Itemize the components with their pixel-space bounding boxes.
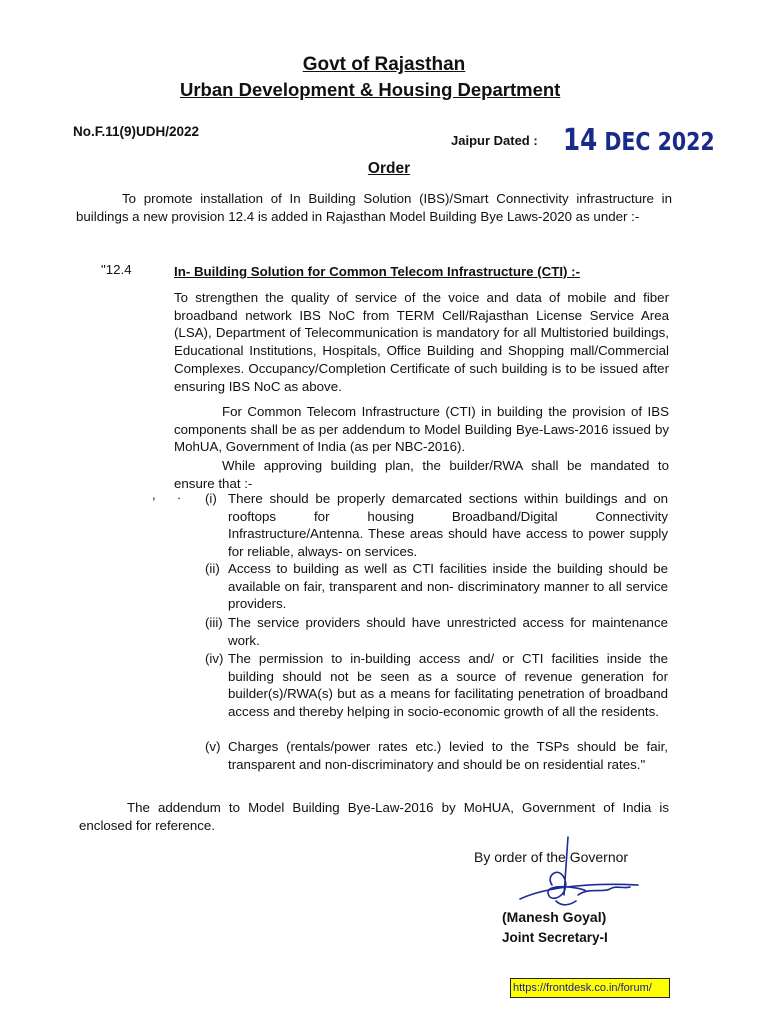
section-paragraph-2: For Common Telecom Infrastructure (CTI) in building the provision of IBS components shall be as per addendum to Model Building Bye-Laws-2016 issued by MohUA, Government of India (as per NBC-2016). xyxy=(174,404,669,455)
dated-label: Jaipur Dated : xyxy=(451,133,538,148)
department-title-line1: Govt of Rajasthan xyxy=(302,54,466,75)
date-stamp xyxy=(563,123,715,158)
list-item-label: (iii) xyxy=(205,615,223,630)
date-stamp-month-year: DEC 2022 xyxy=(604,127,715,156)
reference-number: No.F.11(9)UDH/2022 xyxy=(73,124,200,139)
addendum-text: The addendum to Model Building Bye-Law-2016 by MoHUA, Government of India is enclosed for reference. xyxy=(79,800,669,833)
section-heading-text: In- Building Solution for Common Telecom Infrastructure (CTI) xyxy=(174,264,568,279)
addendum-paragraph xyxy=(79,799,669,834)
date-stamp-day: 14 xyxy=(563,123,598,158)
list-item-text: Access to building as well as CTI facilities inside the building should be available on fair, transparent and non- discriminatory manner to all service providers. xyxy=(228,561,668,612)
list-item xyxy=(205,738,668,773)
list-item-label: (iv) xyxy=(205,651,224,666)
section-paragraph-3: While approving building plan, the builder/RWA shall be mandated to ensure that :- xyxy=(174,458,669,491)
signatory-designation: Joint Secretary-I xyxy=(502,930,608,945)
section-heading-suffix: :- xyxy=(567,264,581,279)
by-order-line: By order of the Governor xyxy=(474,849,629,865)
section-paragraph-1: To strengthen the quality of service of the voice and data of mobile and fiber broadband network IBS NoC from TERM Cell/Rajasthan License Service Area (LSA), Department of Telecommunication is mandatory for all Multistoried buildings, Educational Institutions, Hospitals, Office Building and Shopping mall/Commercial Complexes. Occupancy/Completion Certificate of such building is to be issued after ensuring IBS NoC as above. xyxy=(174,290,669,394)
order-title: Order xyxy=(367,160,411,177)
list-item-label: (i) xyxy=(205,491,217,506)
list-item-text: Charges (rentals/power rates etc.) levied to the TSPs should be fair, transparent and non-discriminatory and should be on residential rates." xyxy=(228,739,668,772)
section-heading xyxy=(174,264,580,279)
signatory-name: (Manesh Goyal) xyxy=(502,909,607,925)
list-item xyxy=(205,560,668,613)
list-item xyxy=(205,490,668,561)
list-item xyxy=(205,614,668,649)
list-item xyxy=(205,650,668,721)
intro-text: To promote installation of In Building Solution (IBS)/Smart Connectivity infrastructure in buildings a new provision 12.4 is added in Rajasthan Model Building Bye Laws-2020 as under :- xyxy=(76,191,672,224)
list-item-label: (ii) xyxy=(205,561,220,576)
footer-link[interactable]: https://frontdesk.co.in/forum/ xyxy=(510,978,670,998)
intro-paragraph xyxy=(76,190,672,225)
list-item-text: There should be properly demarcated sections within buildings and on rooftops for housing Broadband/Digital Connectivity Infrastructure/Antenna. These areas should have access to power supply for reliable, always- on services. xyxy=(228,491,668,560)
list-item-label: (v) xyxy=(205,739,221,754)
scan-marks: , . xyxy=(152,487,181,502)
department-title-line2: Urban Development & Housing Department xyxy=(180,79,561,100)
list-item-text: The permission to in-building access and/ or CTI facilities inside the building should not be seen as a source of revenue generation for builder(s)/RWA(s) but as a means for facilitating penetration of broadband access and thereby helping in socio-economic growth of all the residents. xyxy=(228,651,668,720)
list-item-text: The service providers should have unrestricted access for maintenance work. xyxy=(228,615,668,648)
section-number: "12.4 xyxy=(101,262,132,277)
